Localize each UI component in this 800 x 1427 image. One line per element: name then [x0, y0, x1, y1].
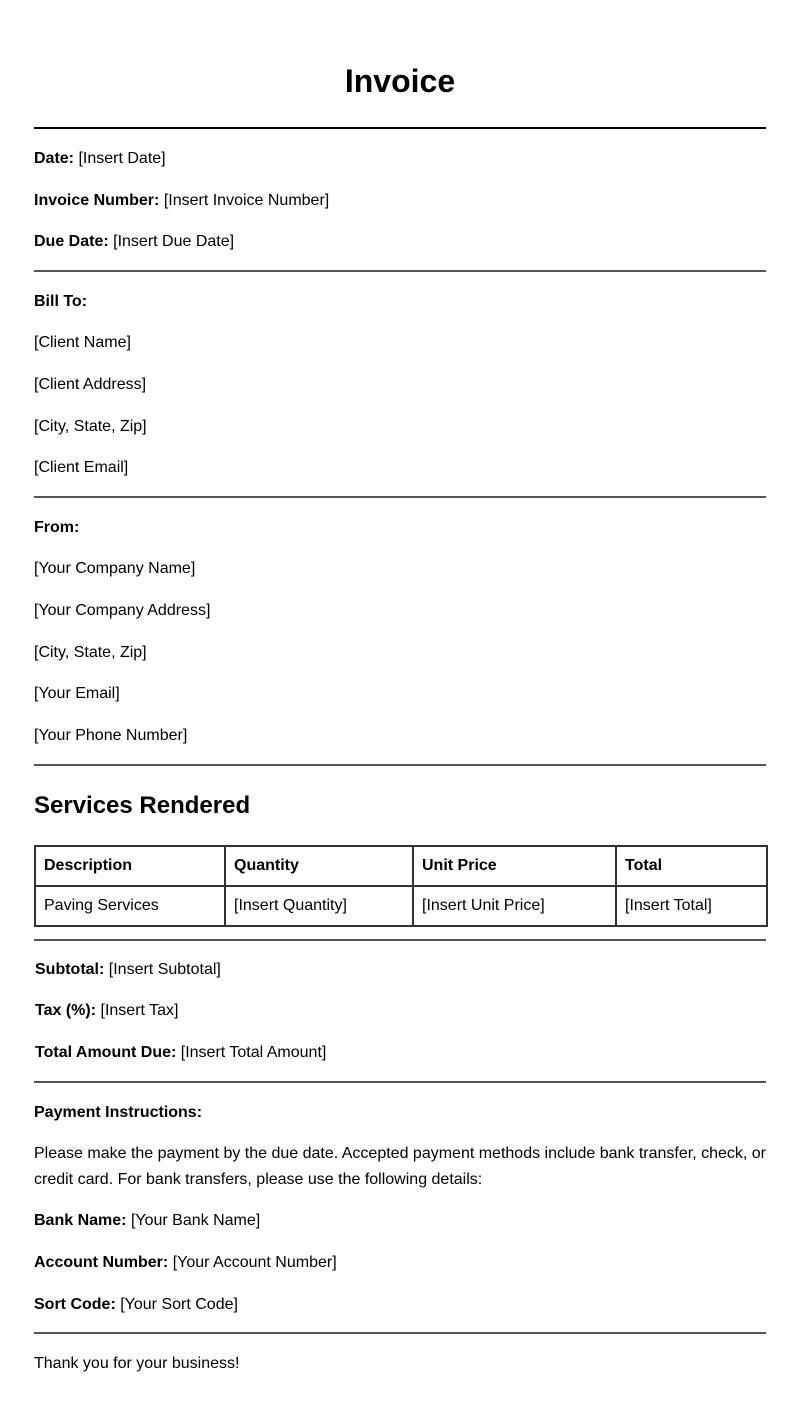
subtotal-label: Subtotal:: [35, 961, 105, 978]
divider: [34, 1081, 766, 1083]
bank-name-line: [34, 1211, 260, 1231]
subtotal-line: [35, 960, 221, 980]
tax-value: [Insert Tax]: [100, 1002, 179, 1019]
invoice-number-line: [34, 191, 329, 211]
due-date-value: [Insert Due Date]: [113, 233, 235, 250]
divider: [34, 939, 766, 941]
column-header-total: Total: [616, 846, 767, 886]
column-header-quantity: Quantity: [225, 846, 413, 886]
cell-total: [Insert Total]: [616, 886, 767, 926]
payment-heading: Payment Instructions:: [34, 1104, 203, 1121]
tax-label: Tax (%):: [35, 1002, 97, 1019]
bill-to-heading: Bill To:: [34, 293, 88, 310]
bank-name-label: Bank Name:: [34, 1212, 127, 1229]
divider: [34, 127, 766, 129]
date-label: Date:: [34, 150, 75, 167]
divider: [34, 496, 766, 498]
invoice-number-value: [Insert Invoice Number]: [163, 192, 330, 209]
account-number-label: Account Number:: [34, 1254, 169, 1271]
sort-code-value: [Your Sort Code]: [120, 1296, 238, 1313]
table-header-row: [35, 846, 767, 886]
company-email: [Your Email]: [34, 685, 120, 702]
thank-you-note: Thank you for your business!: [34, 1355, 240, 1372]
company-city-state-zip: [City, State, Zip]: [34, 644, 147, 661]
cell-description: Paving Services: [35, 886, 225, 926]
total-amount-value: [Insert Total Amount]: [180, 1044, 327, 1061]
date-line: [34, 149, 166, 169]
account-number-value: [Your Account Number]: [172, 1254, 337, 1271]
invoice-number-label: Invoice Number:: [34, 192, 160, 209]
company-address: [Your Company Address]: [34, 602, 211, 619]
sort-code-line: [34, 1295, 238, 1315]
services-heading: Services Rendered: [34, 792, 251, 819]
table-row: [35, 886, 767, 926]
client-address: [Client Address]: [34, 376, 147, 393]
cell-quantity: [Insert Quantity]: [225, 886, 413, 926]
total-amount-line: [35, 1043, 326, 1063]
column-header-description: Description: [35, 846, 225, 886]
tax-line: [35, 1001, 178, 1021]
services-table: [34, 845, 768, 927]
client-email: [Client Email]: [34, 459, 129, 476]
company-name: [Your Company Name]: [34, 560, 196, 577]
due-date-label: Due Date:: [34, 233, 109, 250]
divider: [34, 764, 766, 766]
date-value: [Insert Date]: [78, 150, 166, 167]
divider: [34, 270, 766, 272]
total-amount-label: Total Amount Due:: [35, 1044, 177, 1061]
from-heading: From:: [34, 519, 80, 536]
client-city-state-zip: [City, State, Zip]: [34, 418, 147, 435]
client-name: [Client Name]: [34, 334, 131, 351]
account-number-line: [34, 1253, 337, 1273]
bank-name-value: [Your Bank Name]: [130, 1212, 261, 1229]
due-date-line: [34, 232, 234, 252]
sort-code-label: Sort Code:: [34, 1296, 116, 1313]
cell-unit-price: [Insert Unit Price]: [413, 886, 616, 926]
divider: [34, 1332, 766, 1334]
payment-text: Please make the payment by the due date. Accepted payment methods include bank transfer, check, or credit card. For bank transfers, please use the following details:: [34, 1145, 766, 1188]
column-header-unit-price: Unit Price: [413, 846, 616, 886]
subtotal-value: [Insert Subtotal]: [108, 961, 221, 978]
page-title: Invoice: [344, 63, 456, 99]
company-phone: [Your Phone Number]: [34, 727, 188, 744]
